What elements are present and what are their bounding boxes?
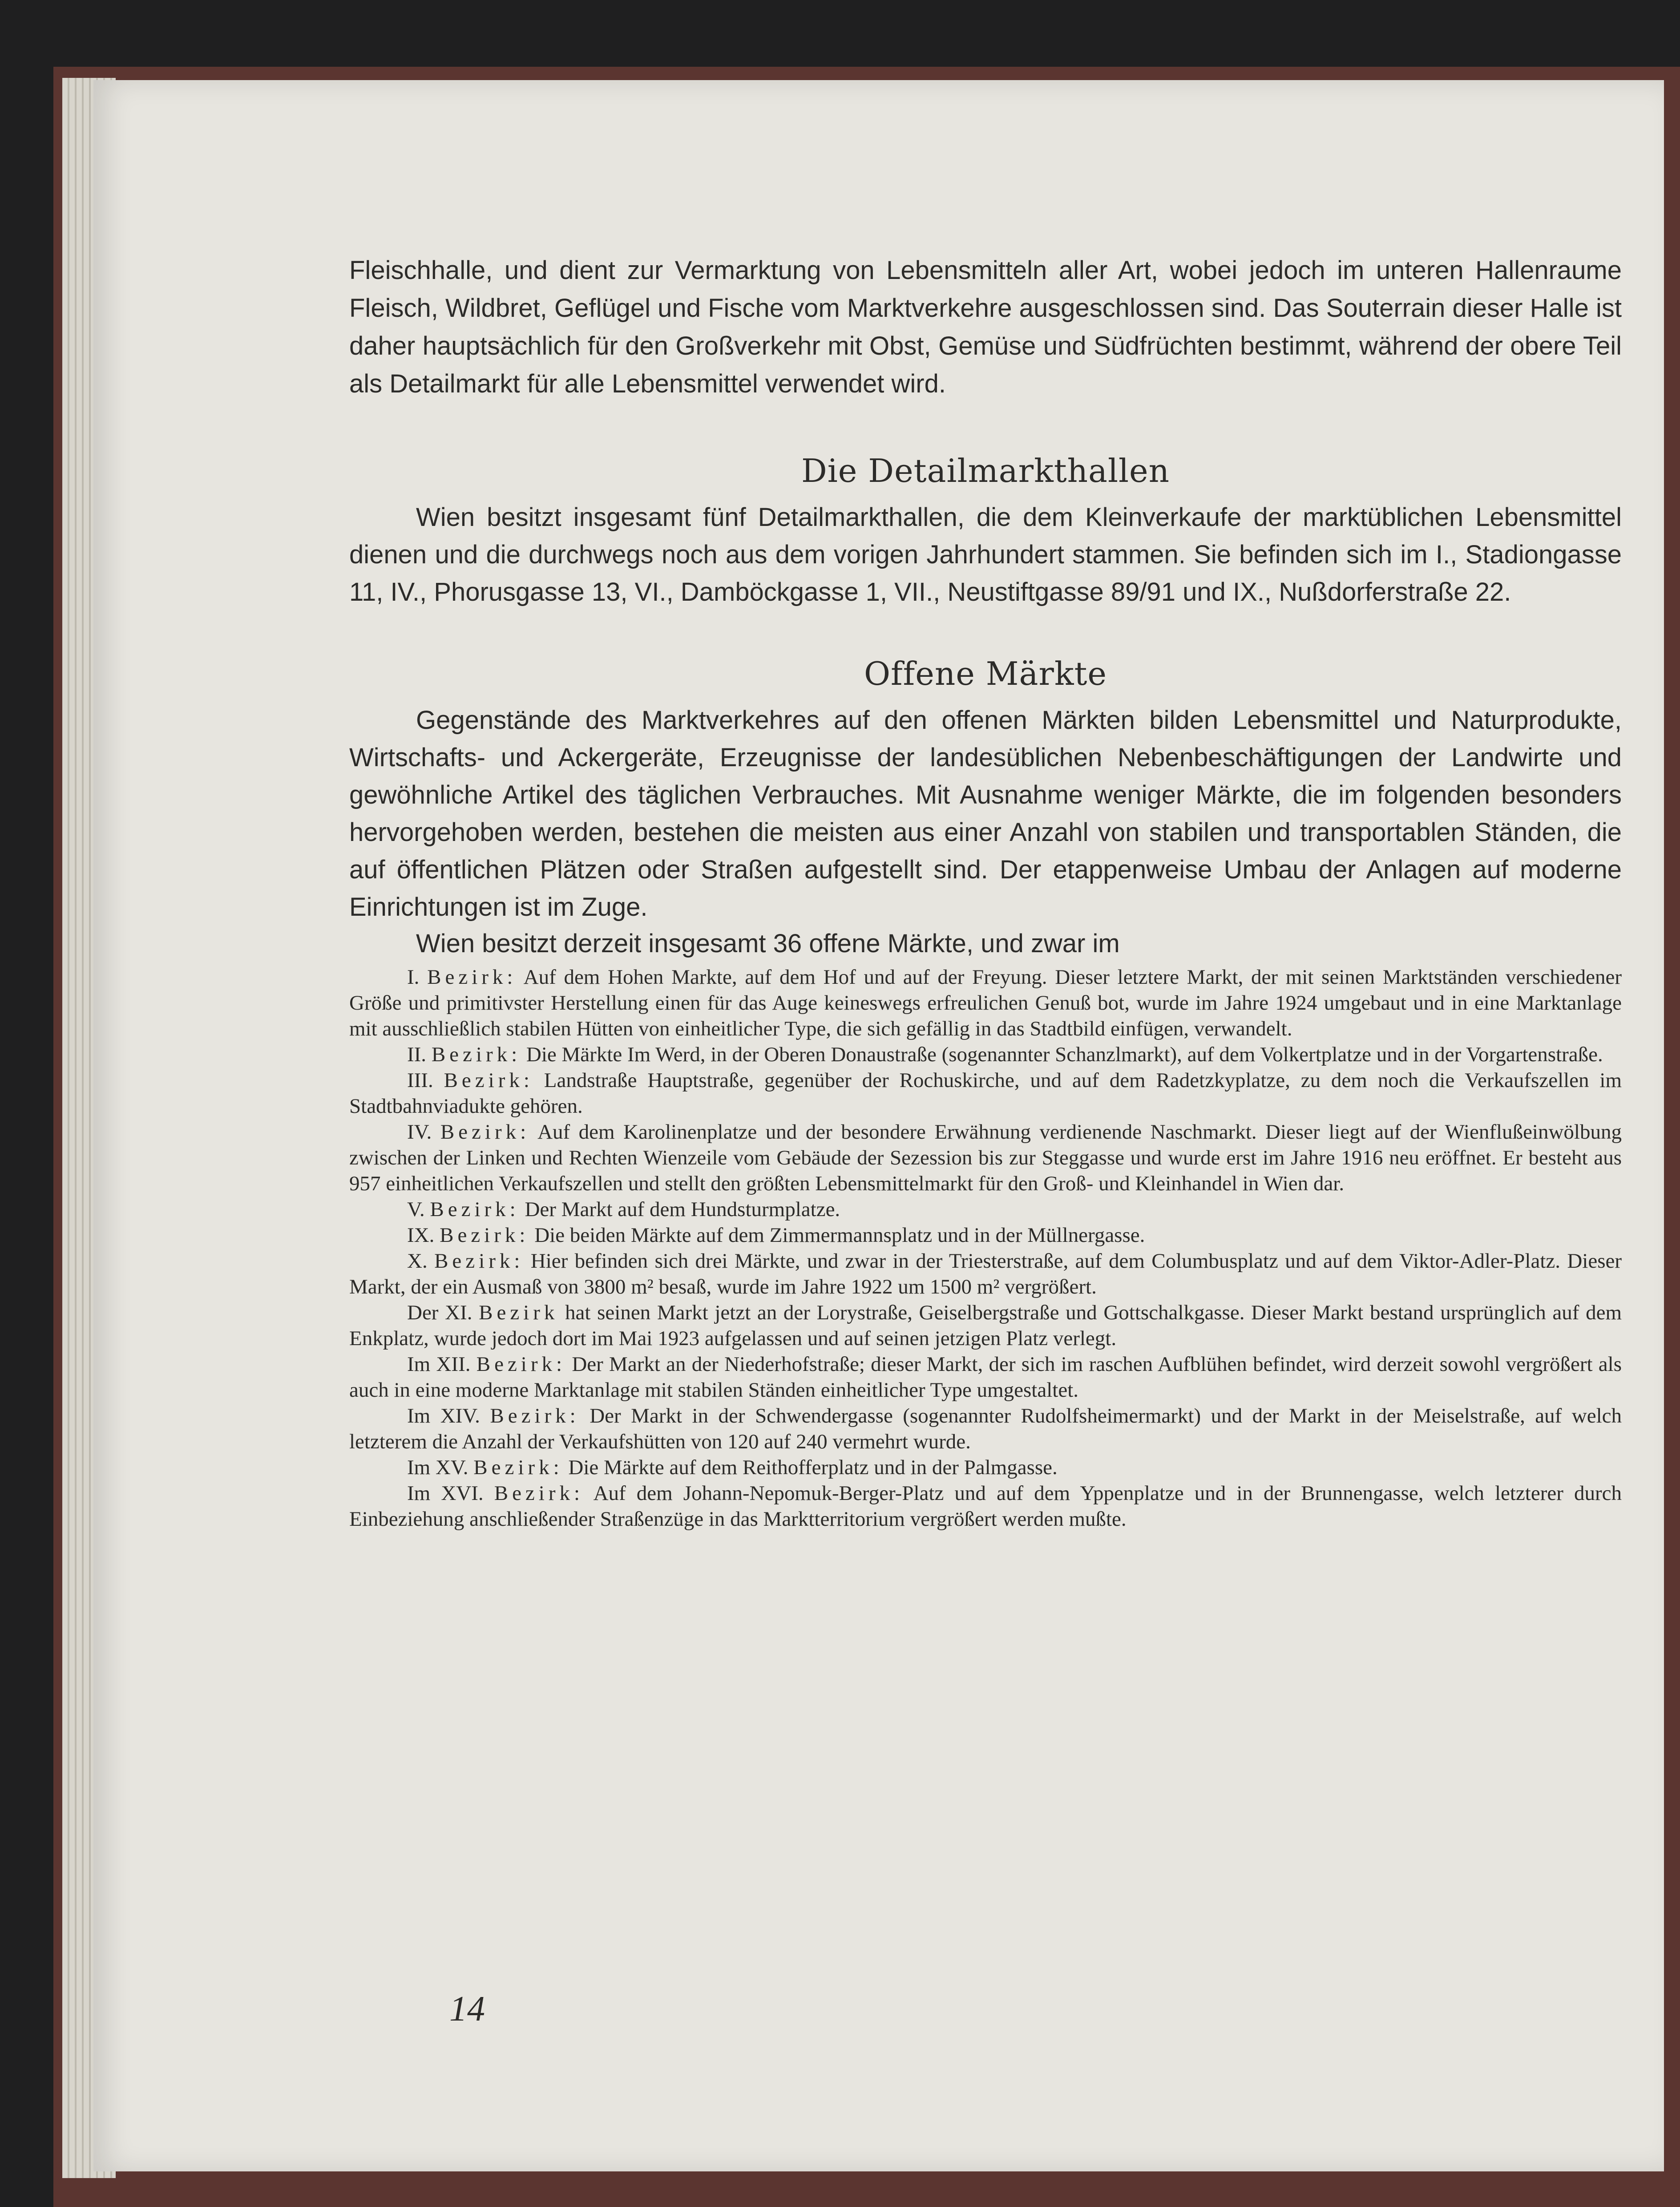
district-text: hat seinen Markt jetzt an der Lorystraße, Geiselbergstraße und Gottschalkgasse. Dieser Markt bestand ursprünglich auf dem Enkplatz, wurde jedoch dort im Mai 1923 aufgelassen und auf seinen jetzigen Platz verlegt.: [349, 1301, 1622, 1350]
district-prefix: I.: [407, 966, 420, 989]
district-label: Bezirk:: [440, 1120, 530, 1144]
district-entry: [349, 1300, 1622, 1351]
district-text: Die Märkte Im Werd, in der Oberen Donaustraße (sogenannter Schanzlmarkt), auf dem Volkertplatze und in der Vorgartenstraße.: [526, 1043, 1603, 1066]
district-prefix: Im XV.: [407, 1456, 468, 1479]
district-prefix: Im XIV.: [407, 1404, 480, 1427]
district-entry: [349, 1403, 1622, 1455]
detailmarkthallen-paragraph: Wien besitzt insgesamt fünf Detailmarkthallen, die dem Kleinverkaufe der marktüblichen Lebensmittel dienen und die durchwegs noch aus dem vorigen Jahrhundert stammen. Sie befinden sich im I., Stadiongasse 11, IV., Phorusgasse 13, VI., Damböckgasse 1, VII., Neustiftgasse 89/91 und IX., Nußdorferstraße 22.: [349, 503, 1622, 606]
district-entry: [349, 1455, 1622, 1480]
district-label: Bezirk:: [444, 1069, 533, 1092]
heading-detailmarkthallen: Die Detailmarkthallen: [801, 452, 1170, 489]
page-number: 14: [449, 1989, 485, 2029]
district-text: Landstraße Hauptstraße, gegenüber der Rochuskirche, und auf dem Radetzkyplatze, zu dem noch die Verkaufszellen im Stadtbahnviadukte gehören.: [349, 1069, 1622, 1118]
offene-maerkte-paragraph: Gegenstände des Marktverkehres auf den offenen Märkten bilden Lebensmittel und Naturprodukte, Wirtschafts- und Ackergeräte, Erzeugnisse der landesüblichen Nebenbeschäftigungen der Landwirte und gewöhnliche Artikel des täglichen Verbrauches. Mit Ausnahme weniger Märkte, die im folgenden besonders hervorgehoben werden, bestehen die meisten aus einer Anzahl von stabilen und transportablen Ständen, die auf öffentlichen Plätzen oder Straßen aufgestellt sind. Der etappenweise Umbau der Anlagen auf moderne Einrichtungen ist im Zuge.: [349, 706, 1622, 922]
district-prefix: III.: [407, 1069, 433, 1092]
district-list: [349, 964, 1622, 1532]
district-entry: [349, 1042, 1622, 1067]
district-entry: [349, 1480, 1622, 1532]
district-label: Bezirk:: [431, 1043, 521, 1066]
district-text: Der Markt in der Schwendergasse (sogenannter Rudolfsheimermarkt) und der Markt in der Meiselstraße, auf welch letzterem die Anzahl der Verkaufshütten von 120 auf 240 vermehrt wurde.: [349, 1404, 1622, 1453]
district-text: Der Markt an der Niederhofstraße; dieser Markt, der sich im raschen Aufblühen befindet, wird derzeit sowohl vergrößert als auch in eine moderne Marktanlage mit stabilen Ständen einheitlicher Type umgestaltet.: [349, 1353, 1622, 1402]
district-prefix: X.: [407, 1249, 428, 1273]
district-label: Bezirk:: [430, 1198, 520, 1221]
district-entry: [349, 1351, 1622, 1403]
district-text: Der Markt auf dem Hundsturmplatze.: [525, 1198, 840, 1221]
district-text: Die Märkte auf dem Reithofferplatz und in der Palmgasse.: [568, 1456, 1058, 1479]
district-text: Die beiden Märkte auf dem Zimmermannsplatz und in der Müllnergasse.: [534, 1224, 1145, 1247]
district-label: Bezirk:: [476, 1353, 566, 1376]
district-label: Bezirk:: [473, 1456, 563, 1479]
district-entry: [349, 1196, 1622, 1222]
district-text: Auf dem Hohen Markte, auf dem Hof und auf der Freyung. Dieser letztere Markt, der mit seinen Marktständen verschiedener Größe und primitivster Herstellung einen für das Auge keineswegs erfreulichen Genuß bot, wurde im Jahre 1924 umgebaut und in eine Marktanlage mit ausschließlich stabilen Hütten von einheitlicher Type, die sich gefällig in das Stadtbild einfügen, verwandelt.: [349, 966, 1622, 1040]
district-entry: [349, 1222, 1622, 1248]
district-entry: [349, 964, 1622, 1042]
district-label: Bezirk:: [490, 1404, 580, 1427]
district-entry: [349, 1067, 1622, 1119]
district-label: Bezirk: [479, 1301, 559, 1324]
book-page: [93, 80, 1664, 2171]
district-prefix: Im XII.: [407, 1353, 471, 1376]
district-label: Bezirk:: [434, 1249, 524, 1273]
district-prefix: IX.: [407, 1224, 435, 1247]
district-text: Hier befinden sich drei Märkte, und zwar in der Triesterstraße, auf dem Columbusplatz und auf dem Viktor-Adler-Platz. Dieser Markt, der ein Ausmaß von 3800 m² besaß, wurde im Jahre 1922 um 1500 m² vergrößert.: [349, 1249, 1622, 1298]
district-prefix: II.: [407, 1043, 427, 1066]
district-label: Bezirk:: [427, 966, 517, 989]
district-label: Bezirk:: [440, 1224, 529, 1247]
district-entry: [349, 1119, 1622, 1196]
district-prefix: Der XI.: [407, 1301, 472, 1324]
district-prefix: Im XVI.: [407, 1482, 484, 1505]
heading-offene-maerkte: Offene Märkte: [864, 655, 1107, 692]
district-prefix: V.: [407, 1198, 425, 1221]
intro-paragraph: Fleischhalle, und dient zur Vermarktung von Lebensmitteln aller Art, wobei jedoch im unteren Hallenraume Fleisch, Wildbret, Geflügel und Fische vom Marktverkehre ausgeschlossen sind. Das Souterrain dieser Halle ist daher hauptsächlich für den Großverkehr mit Obst, Gemüse und Südfrüchten bestimmt, während der obere Teil als Detailmarkt für alle Lebensmittel verwendet wird.: [349, 256, 1622, 398]
district-prefix: IV.: [407, 1120, 432, 1144]
district-entry: [349, 1248, 1622, 1300]
page-content: [349, 251, 1622, 1532]
district-text: Auf dem Karolinenplatze und der besondere Erwähnung verdienende Naschmarkt. Dieser liegt auf der Wienflußeinwölbung zwischen der Linken und Rechten Wienzeile vom Gebäude der Sezession bis zur Steggasse und wurde erst im Jahre 1916 neu eröffnet. Er besteht aus 957 einheitlichen Verkaufszellen und stellt den größten Lebensmittelmarkt für den Groß- und Kleinhandel in Wien dar.: [349, 1120, 1622, 1195]
district-text: Auf dem Johann-Nepomuk-Berger-Platz und auf dem Yppenplatze und in der Brunnengasse, welch letzterer durch Einbeziehung anschließender Straßenzüge in das Marktterritorium vergrößert werden mußte.: [349, 1482, 1622, 1531]
offene-maerkte-lead-in: Wien besitzt derzeit insgesamt 36 offene Märkte, und zwar im: [416, 929, 1120, 958]
district-label: Bezirk:: [494, 1482, 584, 1505]
